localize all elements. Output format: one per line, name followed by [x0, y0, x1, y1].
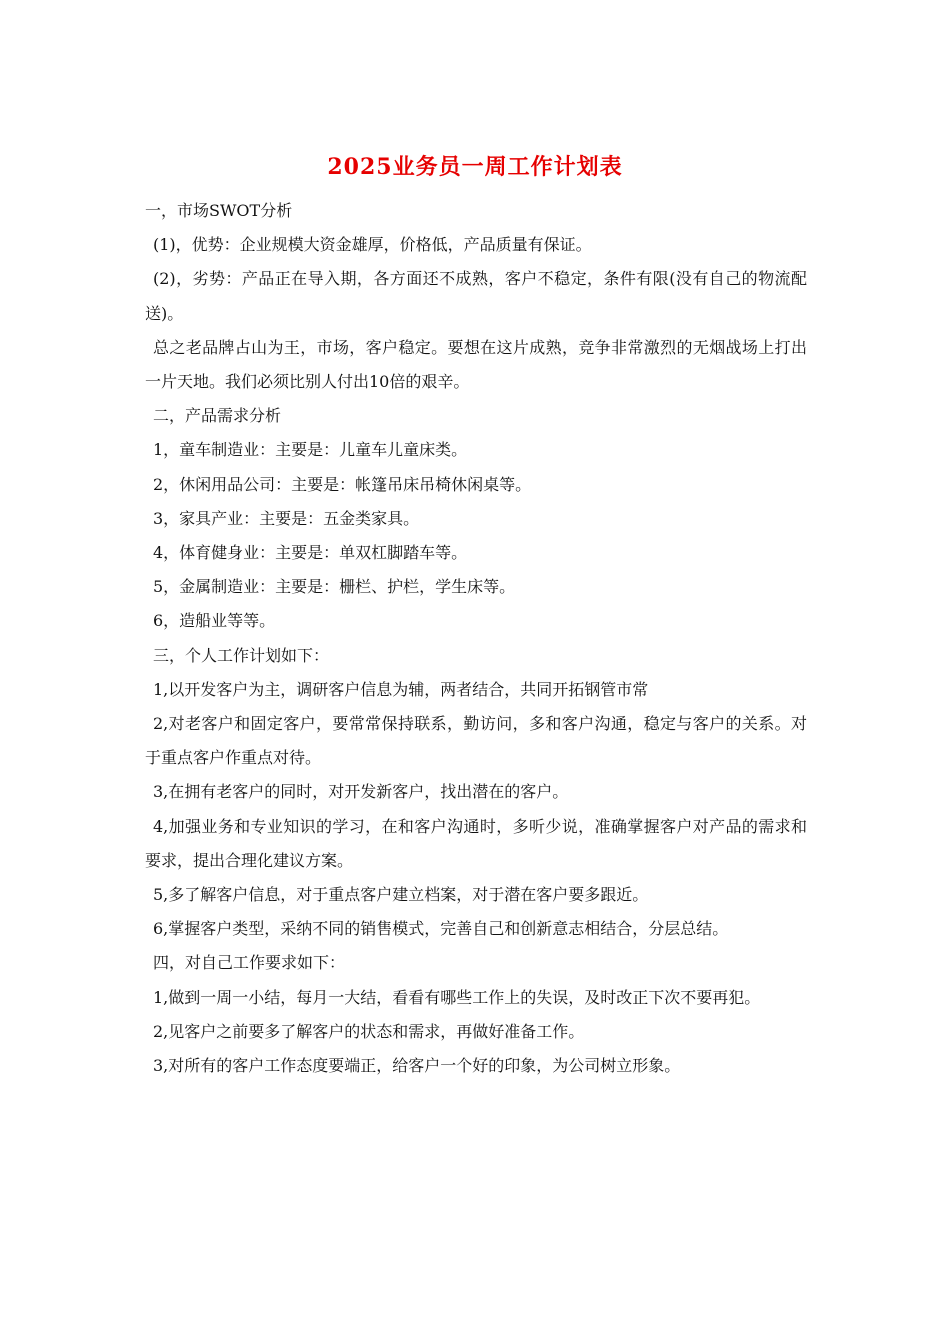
list-item-demand-3: 3，家具产业：主要是：五金类家具。 [153, 508, 420, 528]
list-item-plan-6: 6,掌握客户类型，采纳不同的销售模式，完善自己和创新意志相结合，分层总结。 [153, 919, 729, 939]
document-body [145, 194, 807, 1083]
list-item-plan-1: 1,以开发客户为主，调研客户信息为辅，两者结合，共同开拓钢管市常 [153, 679, 649, 699]
list-item-demand-4: 4，体育健身业：主要是：单双杠脚踏车等。 [153, 543, 468, 563]
section-heading-demand: 二，产品需求分析 [153, 406, 282, 426]
section-heading-personal-plan: 三，个人工作计划如下： [153, 645, 330, 665]
list-item-plan-2: 2,对老客户和固定客户，要常常保持联系，勤访问，多和客户沟通，稳定与客户的关系。对于重点客户作重点对待。 [145, 714, 807, 768]
paragraph-strengths: (1)，优势：企业规模大资金雄厚，价格低，产品质量有保证。 [153, 235, 592, 255]
section-heading-swot: 一，市场SWOT分析 [145, 201, 293, 220]
list-item-demand-2: 2，休闲用品公司：主要是：帐篷吊床吊椅休闲桌等。 [153, 474, 532, 494]
list-item-requirement-3: 3,对所有的客户工作态度要端正，给客户一个好的印象，为公司树立形象。 [153, 1056, 681, 1076]
paragraph-summary: 总之老品牌占山为王，市场，客户稳定。要想在这片成熟，竞争非常激烈的无烟战场上打出一片天地。我们必须比别人付出10倍的艰辛。 [145, 337, 807, 392]
list-item-plan-3: 3,在拥有老客户的同时，对开发新客户，找出潜在的客户。 [153, 782, 569, 802]
list-item-demand-1: 1，童车制造业：主要是：儿童车儿童床类。 [153, 440, 468, 460]
document-title: 2025业务员一周工作计划表 [327, 154, 623, 180]
list-item-demand-6: 6，造船业等等。 [153, 611, 276, 631]
list-item-requirement-1: 1,做到一周一小结，每月一大结，看看有哪些工作上的失误，及时改正下次不要再犯。 [153, 987, 761, 1007]
list-item-demand-5: 5，金属制造业：主要是：栅栏、护栏，学生床等。 [153, 577, 516, 597]
list-item-requirement-2: 2,见客户之前要多了解客户的状态和需求，再做好准备工作。 [153, 1021, 585, 1041]
paragraph-weaknesses: (2)，劣势：产品正在导入期，各方面还不成熟，客户不稳定，条件有限(没有自己的物流配送)。 [145, 269, 807, 323]
list-item-plan-5: 5,多了解客户信息，对于重点客户建立档案，对于潜在客户要多跟近。 [153, 885, 649, 905]
section-heading-self-requirements: 四，对自己工作要求如下： [153, 953, 346, 973]
list-item-plan-4: 4,加强业务和专业知识的学习，在和客户沟通时，多听少说，准确掌握客户对产品的需求和要求，提出合理化建议方案。 [145, 816, 807, 870]
